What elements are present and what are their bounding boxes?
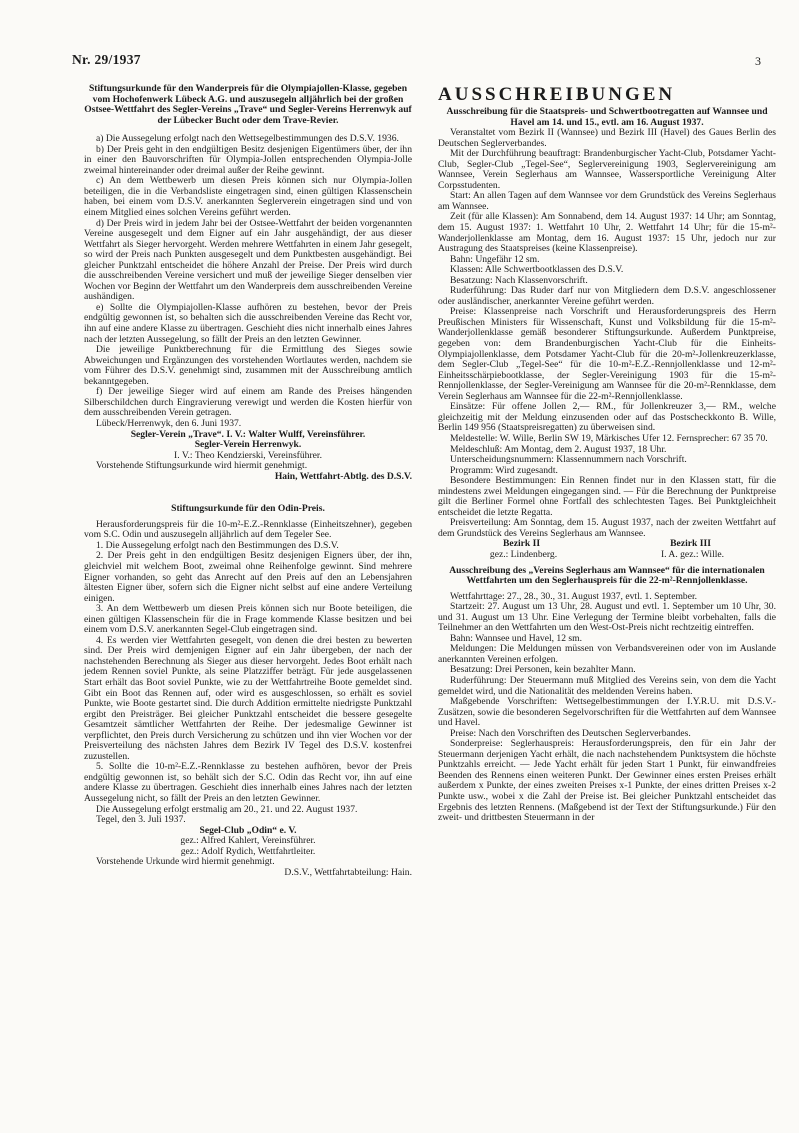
section-title-seglerhaus: Ausschreibung des „Vereins Seglerhaus am Wannsee“ für die internationalen Wettfahrten um den Seglerhauspreis für die 22-m²-Rennjollenklasse. <box>449 564 765 587</box>
paragraph: Preisverteilung: Am Sonntag, dem 15. August 1937, nach der zweiten Wettfahrt auf dem Grundstück des Vereins Seglerhaus am Wannsee. <box>438 517 776 539</box>
paragraph: Meldungen: Die Meldungen müssen von Verbandsvereinen oder von im Auslande anerkannten Vereinen erfolgen. <box>438 643 776 665</box>
paragraph: Sonderpreise: Seglerhauspreis: Herausforderungspreis, den für ein Jahr der Steuermann derjenigen Yacht erhält, die nach nachstehendem Punktsystem die höchste Punktzahls erreicht. — Jede Yacht erhält für jeden Start 1 Punkt, für einwandfreies Beenden des Rennens einen weiteren Punkt. Der Gewinner eines ersten Preises erhält außerdem x Punkte, der eines zweiten Preises x-1 Punkte, der eines dritten Preises x-2 Punkte usw., wobei x die Zahl der Preise ist. Bei gleicher Punktzahl entscheidet das Ergebnis des letzten Rennens. (Maßgebend ist der Text der Stiftungsurkunde.) Für den zweit- und drittbesten Steuermann in der <box>438 738 776 824</box>
paragraph: Preise: Nach den Vorschriften des Deutschen Seglerverbandes. <box>450 727 691 739</box>
paragraph: Ruderführung: Der Steuermann muß Mitglied des Vereins sein, von dem die Yacht gemeldet wird, und die Nationalität des meldenden Vereins haben. <box>438 674 776 697</box>
paragraph: Besatzung: Nach Klassenvorschrift. <box>450 274 588 286</box>
signer: gez.: Lindenberg. <box>489 548 558 560</box>
left-column <box>84 84 412 878</box>
paragraph: Wettfahrttage: 27., 28., 30., 31. August 1937, evtl. 1. September. <box>450 590 698 602</box>
section-title-odin: Stiftungsurkunde für den Odin-Preis. <box>171 503 325 515</box>
issue-number: Nr. 29/1937 <box>72 52 141 67</box>
paragraph: 4. Es werden vier Wettfahrten gesegelt, von denen die drei besten zu bewerten sind. Der Preis wird demjenigen Eigner auf ein Jahr übergeben, der nach der nachstehenden Berechnung als Sieger aus dieser hervorgeht. Jedes Boot erhält nach jedem Rennen soviel Punkte, als seine Platzziffer beträgt. Für jede ausgelassenen Start erhält das Boot soviel Punkte, wie zu der Wettfahrtreihe Boote gemeldet sind. Gibt ein Boot das Rennen auf, oder wird es ausgeschlossen, so erhält es soviel Punkte, wie Boote gestartet sind. Die durch Addition ermittelte niedrigste Punktzahl ergibt den Preisträger. Bei gleicher Punktzahl entscheidet die bessere gesegelte Gesamtzeit sämtlicher Wettfahrten der Reihe. Der jedesmalige Gewinner ist verpflichtet, den Preis durch Versicherung zu schützen und ihn vier Wochen vor der Preisverteilung des nächsten Jahres dem Bezirk IV Tegel des D.S.V. kostenfrei zuzustellen. <box>84 634 412 762</box>
signature-line: gez.: Alfred Kahlert, Vereinsführer. <box>180 835 316 847</box>
date-line: Tegel, den 3. Juli 1937. <box>96 814 186 826</box>
paragraph: Klassen: Alle Schwertbootklassen des D.S.V. <box>450 264 624 276</box>
signature-line: I. V.: Theo Kendzierski, Vereinsführer. <box>174 449 322 461</box>
signature-line: Segler-Verein „Trave“. I. V.: Walter Wulff, Vereinsführer. <box>130 428 366 440</box>
paragraph: Meldeschluß: Am Montag, dem 2. August 1937, 18 Uhr. <box>450 443 667 455</box>
paragraph: d) Der Preis wird in jedem Jahr bei der Ostsee-Wettfahrt der beiden vorgenannten Vereine ausgesegelt und dem Eigner auf ein Jahr ausgehändigt, der aus dieser Wettfahrt als Sieger hervorgeht. Werden mehrere Wettfahrten in einem Jahr gesegelt, so wird der Preis nach Punkten ausgesegelt und dem Punktbesten ausgehändigt. Bei gleicher Punktzahl entscheidet die höhere Anzahl der Preise. Der Preis wird durch die ausschreibenden Vereine versichert und muß der jeweilige Sieger denselben vier Wochen vor Beginn der Wettfahrt um den Wanderpreis dem ausschreibenden Vereine aushändigen. <box>84 217 412 303</box>
page-header <box>72 52 761 74</box>
approval-line: Vorstehende Stiftungsurkunde wird hiermit genehmigt. <box>96 460 308 472</box>
paragraph: Unterscheidungsnummern: Klassennummern nach Vorschrift. <box>450 454 687 466</box>
district-signatures <box>438 539 776 550</box>
section-title-staatspreis: Ausschreibung für die Staatspreis- und Schwertbootregatten auf Wannsee und Havel am 14. und 15., evtl. am 16. August 1937. <box>446 106 768 128</box>
paragraph: a) Die Aussegelung erfolgt nach den Wettsegelbestimmungen des D.S.V. 1936. <box>96 133 399 145</box>
paragraph: Startzeit: 27. August um 13 Uhr, 28. August und evtl. 1. September um 10 Uhr, 30. und 31. August um 13 Uhr. Eine Verlegung der Termine bleibt vorbehalten, falls die Teilnehmer an den Wettfahrten um den West-Ost-Preis nicht rechtzeitig eintreffen. <box>438 601 776 634</box>
paragraph: Maßgebende Vorschriften: Wettsegelbestimmungen der I.Y.R.U. mit D.S.V.-Zusätzen, sowie die besonderen Segelvorschriften für die Wettfahrten auf dem Wannsee und Havel. <box>438 696 776 729</box>
paragraph: Ruderführung: Das Ruder darf nur von Mitgliedern dem D.S.V. angeschlossener oder ausländischer, anerkannter Vereine geführt werden. <box>438 285 776 307</box>
district-label: Bezirk III <box>670 538 711 550</box>
club-name: Segel-Club „Odin“ e. V. <box>199 824 297 836</box>
paragraph: Bahn: Ungefähr 12 sm. <box>450 253 540 265</box>
district-label: Bezirk II <box>503 538 541 550</box>
paragraph: Herausforderungspreis für die 10-m²-E.Z.-Rennklasse (Einheitszehner), gegeben vom S.C. Odin und auszusegeln alljährlich auf dem Tegeler See. <box>84 518 412 541</box>
paragraph: b) Der Preis geht in den endgültigen Besitz desjenigen Eigentümers über, der ihn in einer den Bauvorschriften für Olympia-Jollen entsprechenden Olympia-Jolle zweimal hintereinander oder dreimal außer der Reihe gewinnt. <box>84 143 412 176</box>
approval-signature: D.S.V., Wettfahrtabteilung: Hain. <box>284 866 412 878</box>
signature-line: Segler-Verein Herrenwyk. <box>194 439 302 451</box>
paragraph: e) Sollte die Olympiajollen-Klasse aufhören zu bestehen, bevor der Preis endgültig gewonnen ist, so behalten sich die ausschreibenden Vereine das Recht vor, ihn auf eine andere Klasse zu übertragen. Geschieht dies nicht innerhalb eines Jahres nach der letzten Aussegelung, so fällt der Preis an den letzten Gewinner. <box>84 301 412 345</box>
paragraph: 5. Sollte die 10-m²-E.Z.-Rennklasse zu bestehen aufhören, bevor der Preis endgültig gewonnen ist, so behält sich der S.C. Odin das Recht vor, ihn auf eine andere Klasse zu übertragen. Geschieht dies innerhalb eines Jahres nach der letzten Aussegelung nicht, so fällt der Preis an den letzten Gewinner. <box>84 761 412 804</box>
paragraph: Zeit (für alle Klassen): Am Sonnabend, dem 14. August 1937: 14 Uhr; am Sonntag, dem 15. August 1937: 1. Wettfahrt 10 Uhr, 2. Wettfahrt 14 Uhr; für die 15-m²-Wanderjollenklasse am Montag, dem 16. August 1937: 15 Uhr, jedoch nur zur Austragung des Staatspreises (keine Klassenpreise). <box>438 211 776 255</box>
right-column <box>438 84 776 824</box>
district-signers <box>438 550 776 561</box>
paragraph: Veranstaltet vom Bezirk II (Wannsee) und Bezirk III (Havel) des Gaues Berlin des Deutschen Seglerverbandes. <box>438 127 776 149</box>
approval-line: Vorstehende Urkunde wird hiermit genehmigt. <box>96 856 275 868</box>
paragraph: Besondere Bestimmungen: Ein Rennen findet nur in den Klassen statt, für die mindestens zwei Meldungen eingegangen sind. — Für die Berechnung der Punktpreise gilt die Berliner Formel ohne Fortfall des schlechtesten Tages. Bei Punktgleichheit entscheidet die letzte Regatta. <box>438 475 776 518</box>
paragraph: 3. An dem Wettbewerb um diesen Preis können sich nur Boote beteiligen, die einen gültigen Klassenschein für die in Frage kommende Klasse besitzen und bei einem vom D.S.V. anerkannten Segel-Club eingetragen sind. <box>84 603 412 636</box>
section-heading: AUSSCHREIBUNGEN <box>438 84 676 105</box>
paragraph: Meldestelle: W. Wille, Berlin SW 19, Märkisches Ufer 12. Fernsprecher: 67 35 70. <box>450 432 768 444</box>
paragraph: Preise: Klassenpreise nach Vorschrift und Herausforderungspreis des Herrn Preußischen Ministers für Wissenschaft, Kunst und Volksbildung für die 15-m²-Wanderjollenklasse gemäß besonderer Stiftungsurkunde. Außerdem Punktpreise, gegeben von: dem Brandenburgischen Yacht-Club für die Einheits-Olympiajollenklasse, dem Potsdamer Yacht-Club für die 20-m²-Jollenkreuzerklasse, dem Segler-Club „Tegel-See“ für die 10-m²-E.Z.-Rennjollenklasse und 12-m²-Einheitsschärpiebootklasse, der Segler-Vereinigung 1903 für die 15-m²-Rennjollenklasse, der Segler-Vereinigung am Wannsee für die 20-m²-Rennklasse, dem Verein Seglerhaus am Wannsee für die 22-m²-Rennjollenklasse. <box>438 306 776 402</box>
paragraph: Bahn: Wannsee und Havel, 12 sm. <box>450 632 583 644</box>
approval-signature: Hain, Wettfahrt-Abtlg. des D.S.V. <box>274 470 412 482</box>
paragraph: 2. Der Preis geht in den endgültigen Besitz desjenigen Eigners über, der ihn, gleichviel mit welchem Boot, zweimal ohne Reihenfolge gewinnt. Sind mehrere Eigner vorhanden, so geht das Anrecht auf den Preis auf den an Lebensjahren ältesten Eigner über, sofern sich die Eigner nicht selbst auf eine andere Verteilung einigen. <box>84 550 412 604</box>
paragraph: Einsätze: Für offene Jollen 2,— RM., für Jollenkreuzer 3,— RM., welche gleichzeitig mit der Meldung einzusenden oder auf das Postscheckkonto B. Wille, Berlin 149 956 (Staatspreisregatten) zu überweisen sind. <box>438 401 776 434</box>
paragraph: 1. Die Aussegelung erfolgt nach den Bestimmungen des D.S.V. <box>96 539 339 551</box>
signer: I. A. gez.: Wille. <box>660 548 725 560</box>
paragraph: Die Aussegelung erfolgt erstmalig am 20., 21. und 22. August 1937. <box>96 803 358 815</box>
date-line: Lübeck/Herrenwyk, den 6. Juni 1937. <box>96 417 242 429</box>
signature-line: gez.: Adolf Rydich, Wettfahrtleiter. <box>180 845 316 857</box>
paragraph: c) An dem Wettbewerb um diesen Preis können sich nur Olympia-Jollen beteiligen, die in die Verbandsliste eingetragen sind, einen gültigen Klassenschein haben, bei einem vom D.S.V. anerkannten Seglerverein eingetragen sind und von einem Mitglied eines solchen Vereins geführt werden. <box>84 175 412 219</box>
paragraph: f) Der jeweilige Sieger wird auf einem am Rande des Preises hängenden Silberschildchen durch Eingravierung verewigt und werden die Kosten hierfür von dem ausschreibenden Verein getragen. <box>84 386 412 419</box>
section-title-olympiajollen: Stiftungsurkunde für den Wanderpreis für die Olympiajollen-Klasse, gegeben vom Hochofenwerk Lübeck A.G. und auszusegeln alljährlich bei der großen Ostsee-Wettfahrt des Segler-Vereins „Trave“ und Segler-Vereins Herrenwyk auf der Lübecker Bucht oder dem Trave-Revier. <box>84 83 412 126</box>
paragraph: Mit der Durchführung beauftragt: Brandenburgischer Yacht-Club, Potsdamer Yacht-Club, Segler-Club „Tegel-See“, Seglervereinigung 1903, Seglervereinigung am Wannsee, Verein Seglerhaus am Wannsee, Wassersportliche Vereinigung Alter Corpsstudenten. <box>438 148 776 191</box>
paragraph: Programm: Wird zugesandt. <box>450 464 558 476</box>
paragraph: Besatzung: Drei Personen, kein bezahlter Mann. <box>450 664 636 676</box>
paragraph: Start: An allen Tagen auf dem Wannsee vor dem Grundstück des Vereins Seglerhaus am Wannsee. <box>438 190 776 212</box>
page-number: 3 <box>755 54 761 68</box>
paragraph: Die jeweilige Punktberechnung für die Ermittlung des Sieges sowie Abweichungen und Ergänzungen des vorstehenden Wortlautes werden, nachdem sie vom Führer des D.S.V. genehmigt sind, zusammen mit der Ausschreibung amtlich bekanntgegeben. <box>84 344 412 387</box>
